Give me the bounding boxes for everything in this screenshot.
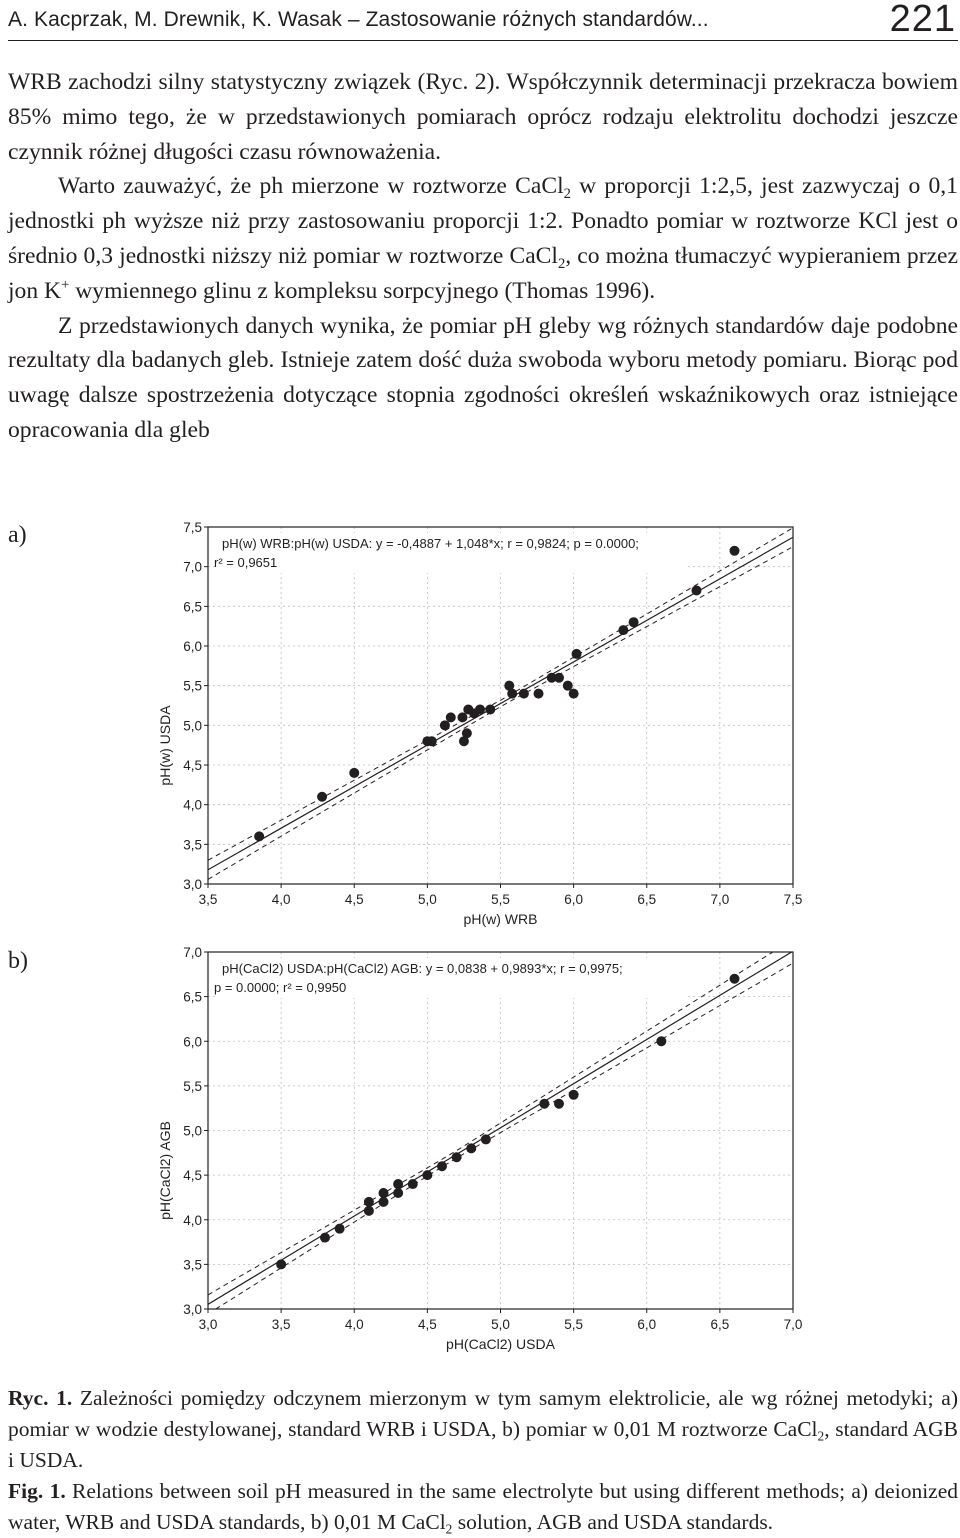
x-tick-label: 5,0 [417, 892, 437, 907]
header-authors: A. Kacprzak, M. Drewnik, K. Wasak – Zastosowanie różnych standardów... [8, 8, 709, 31]
data-point [534, 689, 544, 699]
y-axis-label: pH(CaCl2) AGB [157, 1121, 173, 1220]
x-tick-label: 7,5 [783, 892, 803, 907]
paragraph-3: Z przedstawionych danych wynika, że pomiar pH gleby wg różnych standardów daje podobne rezultaty dla badanych gleb. Istnieje zatem dość duża swoboda wyboru metody pomiaru. Biorąc pod uwagę dalsze spostrzeżenia dotyczące stopnia zgodności określeń wskaźnikowych oraz istniejące opracowania dla gleb [8, 312, 958, 443]
y-tick-label: 5,5 [183, 678, 202, 694]
chart-b [150, 940, 810, 1360]
y-axis-label: pH(w) USDA [157, 705, 173, 786]
data-point [507, 689, 517, 699]
data-point [427, 736, 437, 746]
x-tick-label: 6,0 [564, 892, 584, 907]
annotation-r-squared: p = 0.0000; r² = 0,9950 [214, 980, 347, 995]
data-point [408, 1179, 418, 1189]
y-tick-label: 4,5 [183, 1168, 202, 1184]
data-point [485, 704, 495, 714]
x-tick-label: 6,0 [637, 1317, 657, 1332]
y-tick-label: 5,0 [183, 718, 202, 734]
data-point [393, 1179, 403, 1189]
superscript-plus: + [61, 277, 70, 294]
data-point [554, 1099, 564, 1109]
annotation-equation: pH(CaCl2) USDA:pH(CaCl2) AGB: y = 0,0838 + 0,9893*x; r = 0,9975; [222, 961, 623, 976]
x-tick-label: 4,0 [344, 1317, 364, 1332]
data-point [459, 736, 469, 746]
caption-polish-text-b: , standard AGB i USDA. [8, 1417, 959, 1472]
y-tick-label: 5,0 [183, 1123, 202, 1139]
paragraph-2-text-d: wymiennego glinu z kompleksu sorpcyjnego (Thomas 1996). [69, 277, 656, 304]
annotation-equation: pH(w) WRB:pH(w) USDA: y = -0,4887 + 1,048*x; r = 0,9824; p = 0.0000; [222, 536, 639, 551]
running-header [8, 0, 958, 41]
data-point [335, 1224, 345, 1234]
data-point [691, 585, 701, 595]
data-point [457, 712, 467, 722]
paragraph-2-text-b: w proporcji 1:2,5, jest zazwyczaj o 0,1 jednostki ph wyższe niż przy zastosowaniu proporcji 1:2. Ponadto pomiar w roztworze KCl jest o średnio 0,3 jednostki niższy niż pomiar w roztworze CaCl [8, 173, 958, 269]
x-axis-label: pH(CaCl2) USDA [446, 1336, 555, 1352]
paragraph-2-text-c: , co można tłumaczyć wypieraniem przez jon K [8, 242, 958, 304]
data-point [629, 617, 639, 627]
data-point [393, 1188, 403, 1198]
regression-group [208, 528, 793, 880]
caption-polish-text-a: Zależności pomiędzy odczynem mierzonym w tym samym elektrolicie, ale wg różnej metodyki; a) pomiar w wodzie destylowanej, standard WRB i USDA, b) pomiar w 0,01 M roztworze CaCl [8, 1386, 958, 1441]
caption-english-text-b: solution, AGB and USDA standards. [452, 1510, 774, 1534]
annotation-r-squared: r² = 0,9651 [214, 555, 278, 570]
x-tick-label: 7,0 [710, 892, 730, 907]
subscript-2: 2 [563, 186, 571, 203]
data-point [364, 1206, 374, 1216]
caption-polish-label: Ryc. 1. [8, 1386, 73, 1410]
data-point [554, 673, 564, 683]
data-point [446, 712, 456, 722]
data-point [364, 1197, 374, 1207]
data-point [563, 681, 573, 691]
y-tick-label: 4,0 [183, 797, 202, 813]
subscript-2: 2 [445, 1521, 453, 1537]
x-tick-label: 7,0 [783, 1317, 803, 1332]
x-tick-label: 5,0 [491, 1317, 510, 1332]
x-axis-label: pH(w) WRB [463, 911, 538, 927]
data-point [452, 1152, 462, 1162]
data-point [466, 1143, 476, 1153]
data-point [656, 1036, 666, 1046]
data-point [572, 649, 582, 659]
data-point [349, 768, 359, 778]
data-point [481, 1134, 491, 1144]
paragraph-2 [8, 169, 958, 308]
y-tick-label: 5,5 [183, 1078, 202, 1094]
x-tick-label: 4,5 [344, 892, 364, 907]
page-number: 221 [889, 0, 956, 40]
data-point [320, 1233, 330, 1243]
y-tick-label: 7,0 [183, 559, 202, 575]
y-tick-label: 7,5 [183, 520, 202, 535]
caption-english-label: Fig. 1. [8, 1479, 66, 1503]
data-point [469, 708, 479, 718]
data-point [569, 689, 579, 699]
x-tick-label: 6,5 [637, 892, 657, 907]
y-tick-label: 6,5 [183, 989, 202, 1005]
x-tick-label: 4,0 [271, 892, 291, 907]
y-tick-label: 3,5 [183, 1257, 202, 1273]
y-tick-label: 4,0 [183, 1212, 202, 1228]
data-point [519, 689, 529, 699]
caption-english-text-a: Relations between soil pH measured in the same electrolyte but using different methods; a) deionized water, WRB and USDA standards, b) 0,01 M CaCl [8, 1479, 958, 1534]
panel-label-b: b) [8, 948, 28, 974]
data-point [539, 1099, 549, 1109]
caption-polish [8, 1383, 958, 1476]
y-tick-label: 6,0 [183, 1034, 202, 1050]
x-tick-label: 6,5 [710, 1317, 730, 1332]
data-point [276, 1259, 286, 1269]
y-tick-label: 3,5 [183, 837, 202, 853]
panel-label-a: a) [8, 522, 27, 548]
subscript-2: 2 [817, 1428, 825, 1444]
data-point [379, 1188, 389, 1198]
data-point [254, 831, 264, 841]
data-point [569, 1090, 579, 1100]
y-tick-label: 6,5 [183, 599, 202, 615]
data-point [437, 1161, 447, 1171]
body-text [8, 65, 958, 448]
regression-line [208, 951, 793, 1304]
x-tick-label: 5,5 [564, 1317, 584, 1332]
data-point [730, 974, 740, 984]
data-point [422, 1170, 432, 1180]
figure-caption [8, 1383, 958, 1538]
x-tick-label: 4,5 [417, 1317, 437, 1332]
y-tick-label: 3,0 [183, 877, 202, 892]
caption-english [8, 1476, 958, 1538]
data-point [317, 792, 327, 802]
chart-a [150, 515, 810, 935]
data-point [730, 546, 740, 556]
y-tick-label: 4,5 [183, 758, 202, 773]
plot-frame [208, 952, 793, 1309]
data-point [440, 720, 450, 730]
data-point [379, 1197, 389, 1207]
subscript-2: 2 [557, 256, 566, 273]
plot-frame [208, 527, 793, 884]
x-tick-label: 3,0 [198, 1317, 218, 1332]
data-point [618, 625, 628, 635]
y-tick-label: 6,0 [183, 639, 202, 654]
x-tick-label: 5,5 [491, 892, 510, 907]
paragraph-1: WRB zachodzi silny statystyczny związek (Ryc. 2). Współczynnik determinacji przekracza bowiem 85% mimo tego, że w przedstawionych pomiarach oprócz rodzaju elektrolitu dochodzi jeszcze czynnik różnej długości czasu równoważenia. [8, 69, 958, 165]
paragraph-2-text-a: Warto zauważyć, że ph mierzone w roztworze CaCl [58, 173, 564, 200]
x-tick-label: 3,5 [198, 892, 218, 907]
x-tick-label: 3,5 [271, 1317, 291, 1332]
y-tick-label: 3,0 [183, 1302, 202, 1317]
y-tick-label: 7,0 [183, 945, 202, 960]
